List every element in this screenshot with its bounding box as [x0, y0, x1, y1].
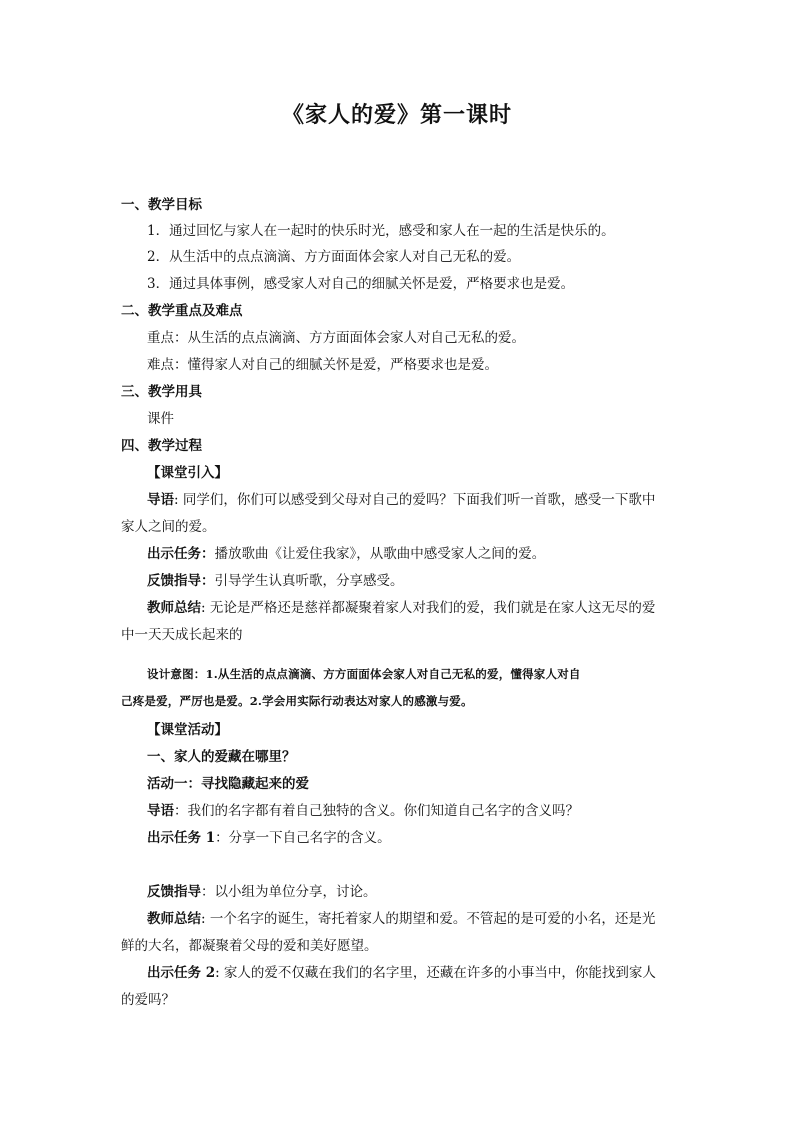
- intro-summary-line-2: 中一天天成长起来的: [121, 627, 243, 643]
- intro-guide-line-1: [147, 489, 707, 511]
- activity-1-title: 活动一：寻找隐藏起来的爱: [147, 776, 309, 792]
- section-heading-tools: 三、教学用具: [121, 384, 202, 400]
- summary-label: 教师总结: [147, 600, 201, 616]
- design-intent-line-2: 己疼是爱，严厉也是爱。2.学会用实际行动表达对家人的感激与爱。: [121, 694, 473, 708]
- task1-label: 出示任务 1: [147, 830, 216, 846]
- design-intent-line-1: 设计意图：1.从生活的点点滴滴、方方面面体会家人对自己无私的爱，懂得家人对自: [147, 667, 581, 681]
- difficult-point-text: 难点：懂得家人对自己的细腻关怀是爱，严格要求也是爱。: [147, 357, 498, 373]
- goal-item-3: 3．通过具体事例，感受家人对自己的细腻关怀是爱，严格要求也是爱。: [147, 276, 575, 292]
- activity-feedback-text: ：以小组为单位分享，讨论。: [201, 884, 377, 900]
- task2-text: : 家人的爱不仅藏在我们的名字里，还藏在许多的小事当中，你能找到家人: [215, 965, 656, 981]
- intro-task-line: [147, 543, 707, 565]
- tool-text: 课件: [147, 411, 174, 427]
- section-heading-goals: 一、教学目标: [121, 197, 202, 213]
- activity-task1-line: [147, 827, 707, 849]
- feedback-text: 引导学生认真听歌，分享感受。: [214, 573, 404, 589]
- activity-summary-label: 教师总结: [147, 911, 201, 927]
- activity-guide-line: [147, 800, 707, 822]
- guide-label: 导语: [147, 492, 174, 508]
- task-text: 播放歌曲《让爱住我家》，从歌曲中感受家人之间的爱。: [214, 546, 546, 562]
- activity-guide-text: ：我们的名字都有着自己独特的含义。你们知道自己名字的含义吗？: [174, 803, 579, 819]
- intro-feedback-line: [147, 570, 707, 592]
- summary-text: : 无论是严格还是慈祥都凝聚着家人对我们的爱，我们就是在家人这无尽的爱: [201, 600, 656, 616]
- activity-feedback-line: [147, 881, 707, 903]
- activity-summary-text: : 一个名字的诞生，寄托着家人的期望和爱。不管起的是可爱的小名，还是光: [201, 911, 656, 927]
- task1-text: ：分享一下自己名字的含义。: [215, 830, 391, 846]
- guide-text: : 同学们，你们可以感受到父母对自己的爱吗？下面我们听一首歌，感受一下歌中: [174, 492, 656, 508]
- goal-item-2: 2．从生活中的点点滴滴、方方面面体会家人对自己无私的爱。: [147, 249, 521, 265]
- feedback-label: 反馈指导：: [147, 573, 215, 589]
- page-title: 《家人的爱》第一课时: [281, 102, 512, 128]
- goal-item-1: 1．通过回忆与家人在一起时的快乐时光，感受和家人在一起的生活是快乐的。: [147, 223, 615, 239]
- activity-task2-line-1: [147, 962, 707, 984]
- activity-feedback-label: 反馈指导: [147, 884, 201, 900]
- intro-guide-line-2: 家人之间的爱。: [121, 519, 216, 535]
- key-point-text: 重点：从生活的点点滴滴、方方面面体会家人对自己无私的爱。: [147, 330, 525, 346]
- intro-summary-line-1: [147, 597, 707, 619]
- activity-summary-line-2: 鲜的大名，都凝聚着父母的爱和美好愿望。: [121, 938, 378, 954]
- intro-label: 【课堂引入】: [147, 465, 228, 481]
- task2-label: 出示任务 2: [147, 965, 216, 981]
- task-label: 出示任务：: [147, 546, 215, 562]
- section-heading-key-points: 二、教学重点及难点: [121, 303, 243, 319]
- section-heading-process: 四、教学过程: [121, 438, 202, 454]
- activity-label: 【课堂活动】: [147, 722, 228, 738]
- activity-summary-line-1: [147, 908, 707, 930]
- activity-question-1: 一、家人的爱藏在哪里？: [147, 749, 296, 765]
- activity-guide-label: 导语: [147, 803, 174, 819]
- activity-task2-line-2: 的爱吗？: [121, 992, 175, 1008]
